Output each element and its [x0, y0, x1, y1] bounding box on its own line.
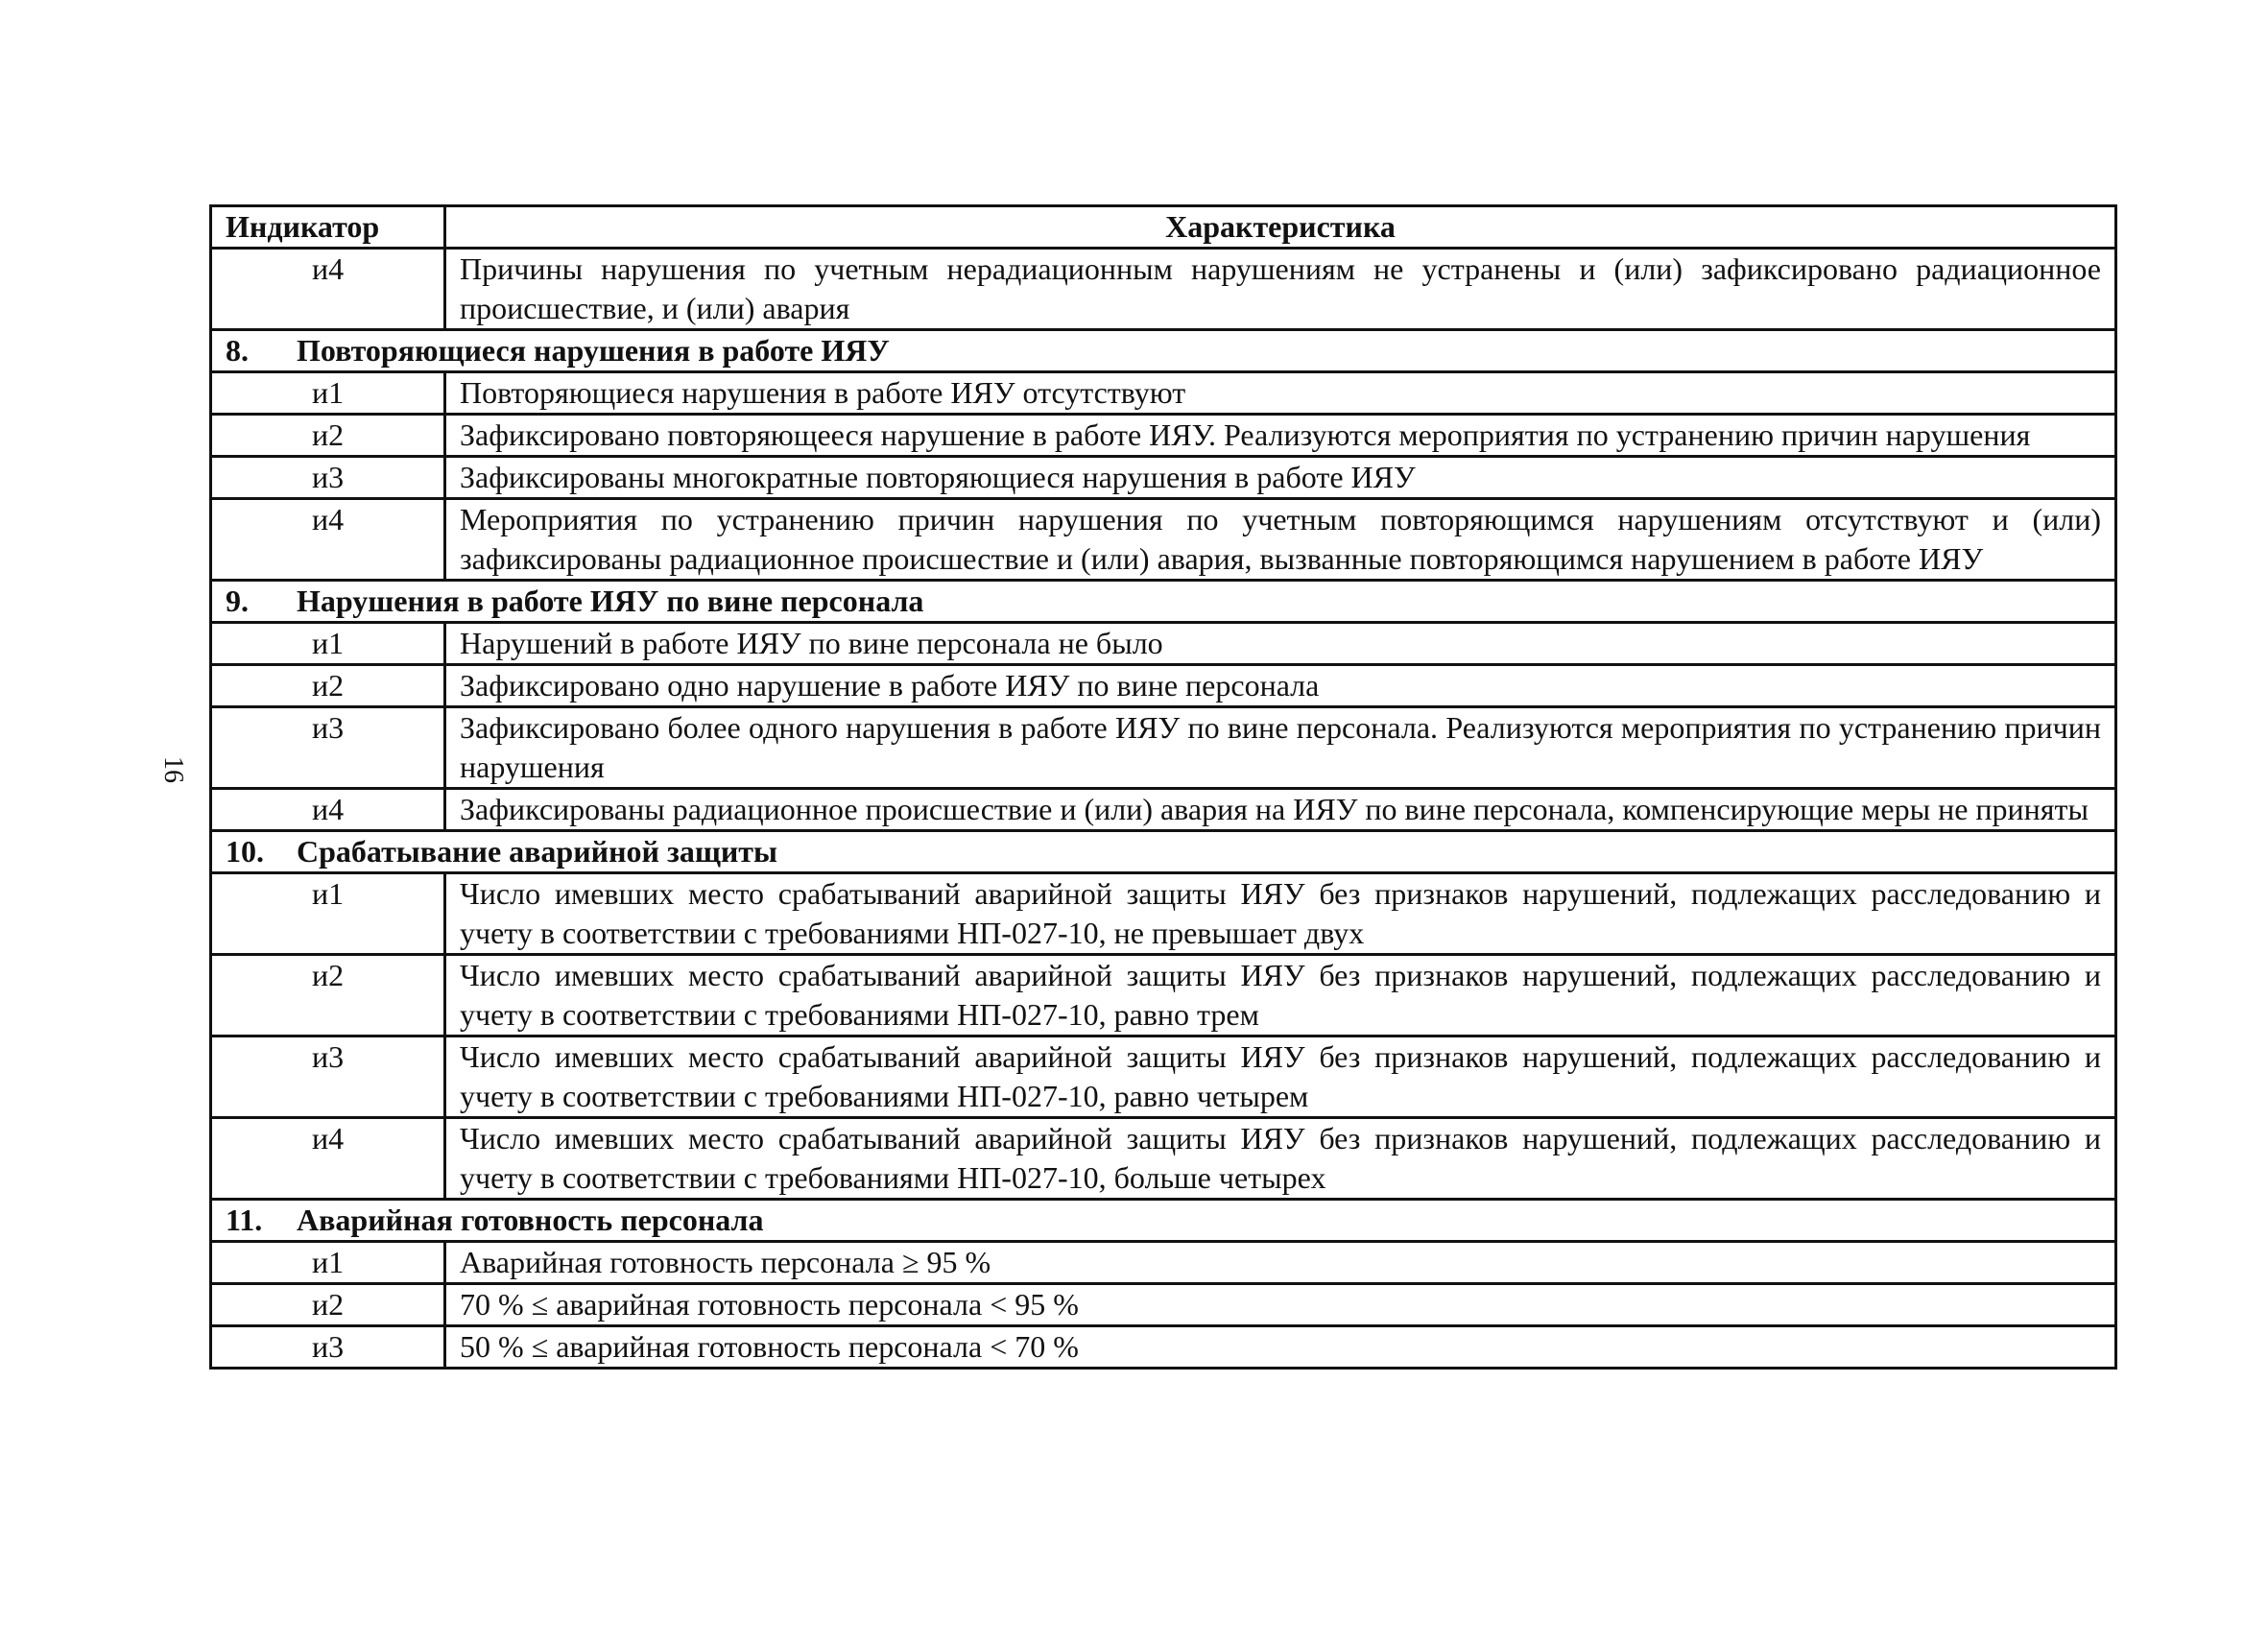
characteristic-cell: Число имевших место срабатываний аварийной защиты ИЯУ без признаков нарушений, подлежащих расследованию и учету в соответствии с требованиями НП-027-10, больше четырех [445, 1118, 2116, 1200]
table-row [211, 249, 2116, 330]
indicator-cell: и4 [211, 499, 445, 581]
indicator-cell: и2 [211, 1284, 445, 1326]
characteristic-cell: Нарушений в работе ИЯУ по вине персонала не было [445, 623, 2116, 665]
section-title: Аварийная готовность персонала [297, 1203, 764, 1237]
table-row [211, 789, 2116, 831]
characteristic-cell: Причины нарушения по учетным нерадиационным нарушениям не устранены и (или) зафиксировано радиационное происшествие, и (или) авария [445, 249, 2116, 330]
indicator-cell: и1 [211, 623, 445, 665]
table-row [211, 955, 2116, 1036]
section-title: Срабатывание аварийной защиты [297, 834, 777, 869]
indicator-cell: и3 [211, 457, 445, 499]
table-row [211, 1118, 2116, 1200]
table-row [211, 1036, 2116, 1118]
characteristic-cell: Зафиксировано повторяющееся нарушение в работе ИЯУ. Реализуются мероприятия по устранению причин нарушения [445, 415, 2116, 457]
table-row [211, 623, 2116, 665]
table-row [211, 499, 2116, 581]
characteristic-column-header: Характеристика [445, 206, 2116, 249]
section-heading [211, 581, 2116, 623]
indicator-cell: и4 [211, 1118, 445, 1200]
characteristic-cell: Зафиксировано одно нарушение в работе ИЯУ по вине персонала [445, 665, 2116, 707]
section-number: 11. [226, 1203, 263, 1237]
indicator-cell: и1 [211, 372, 445, 415]
section-number: 9. [226, 584, 249, 618]
indicator-cell: и2 [211, 955, 445, 1036]
table-row [211, 665, 2116, 707]
section-number: 10. [226, 834, 264, 869]
characteristic-cell: 50 % ≤ аварийная готовность персонала < 70 % [445, 1326, 2116, 1369]
characteristic-cell: Зафиксированы радиационное происшествие и (или) авария на ИЯУ по вине персонала, компенсирующие меры не приняты [445, 789, 2116, 831]
table-row [211, 457, 2116, 499]
section-row [211, 1200, 2116, 1242]
section-row [211, 581, 2116, 623]
characteristic-cell: Число имевших место срабатываний аварийной защиты ИЯУ без признаков нарушений, подлежащих расследованию и учету в соответствии с требованиями НП-027-10, не превышает двух [445, 873, 2116, 955]
indicators-table [209, 204, 2117, 1370]
indicator-cell: и1 [211, 1242, 445, 1284]
table-row [211, 415, 2116, 457]
indicator-column-header: Индикатор [211, 206, 445, 249]
page-number: 16 [158, 756, 188, 783]
table-body [211, 249, 2116, 1369]
characteristic-cell: Мероприятия по устранению причин нарушения по учетным повторяющимся нарушениям отсутствуют и (или) зафиксированы радиационное происшествие и (или) авария, вызванные повторяющимся нарушением в работе ИЯУ [445, 499, 2116, 581]
section-row [211, 330, 2116, 372]
characteristic-cell: Зафиксировано более одного нарушения в работе ИЯУ по вине персонала. Реализуются мероприятия по устранению причин нарушения [445, 707, 2116, 789]
indicator-cell: и4 [211, 789, 445, 831]
table-row [211, 707, 2116, 789]
characteristic-cell: Число имевших место срабатываний аварийной защиты ИЯУ без признаков нарушений, подлежащих расследованию и учету в соответствии с требованиями НП-027-10, равно четырем [445, 1036, 2116, 1118]
characteristic-cell: Повторяющиеся нарушения в работе ИЯУ отсутствуют [445, 372, 2116, 415]
table-row [211, 372, 2116, 415]
characteristic-cell: Зафиксированы многократные повторяющиеся нарушения в работе ИЯУ [445, 457, 2116, 499]
section-title: Повторяющиеся нарушения в работе ИЯУ [297, 333, 890, 368]
characteristic-cell: 70 % ≤ аварийная готовность персонала < 95 % [445, 1284, 2116, 1326]
characteristic-cell: Число имевших место срабатываний аварийной защиты ИЯУ без признаков нарушений, подлежащих расследованию и учету в соответствии с требованиями НП-027-10, равно трем [445, 955, 2116, 1036]
section-number: 8. [226, 333, 249, 368]
section-heading [211, 831, 2116, 873]
table-row [211, 1326, 2116, 1369]
indicator-cell: и4 [211, 249, 445, 330]
indicator-cell: и3 [211, 1036, 445, 1118]
table-row [211, 1242, 2116, 1284]
section-row [211, 831, 2116, 873]
section-title: Нарушения в работе ИЯУ по вине персонала [297, 584, 924, 618]
indicator-cell: и1 [211, 873, 445, 955]
indicator-cell: и3 [211, 707, 445, 789]
table-header-row [211, 206, 2116, 249]
indicator-cell: и3 [211, 1326, 445, 1369]
characteristic-cell: Аварийная готовность персонала ≥ 95 % [445, 1242, 2116, 1284]
indicator-cell: и2 [211, 415, 445, 457]
table-row [211, 1284, 2116, 1326]
indicator-cell: и2 [211, 665, 445, 707]
section-heading [211, 1200, 2116, 1242]
table-row [211, 873, 2116, 955]
section-heading [211, 330, 2116, 372]
